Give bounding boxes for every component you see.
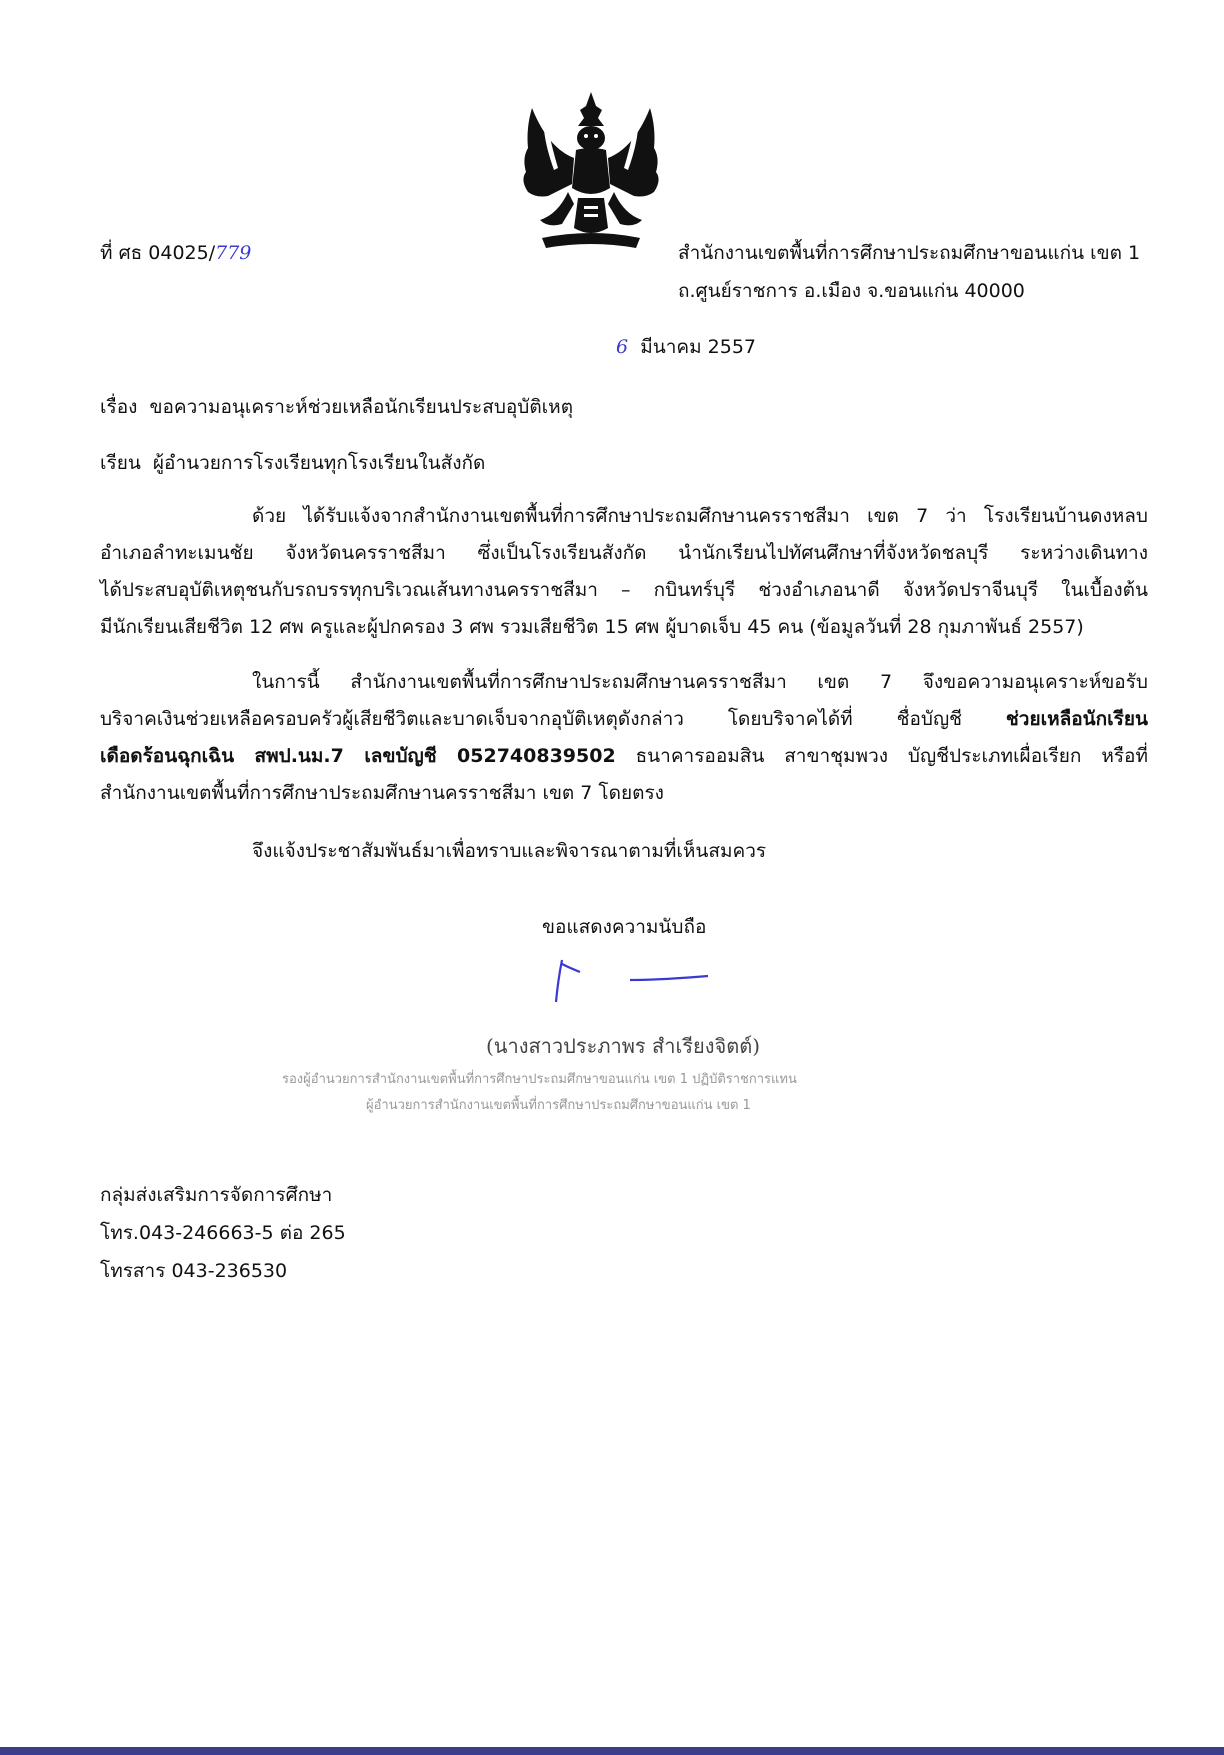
closing-regards: ขอแสดงความนับถือ	[542, 916, 707, 938]
date-day-handwritten: 6	[616, 336, 629, 358]
paragraph-2-line: ในการนี้ สำนักงานเขตพื้นที่การศึกษาประถมศึกษานครราชสีมา เขต 7 จึงขอความอนุเคราะห์ขอรับ	[252, 671, 1148, 693]
footer-phone: โทร.043-246663-5 ต่อ 265	[100, 1222, 346, 1244]
signer-name: (นางสาวประภาพร สำเรียงจิตต์)	[486, 1034, 761, 1058]
reference-handwritten-number: 779	[215, 242, 252, 264]
paragraph-1-line: มีนักเรียนเสียชีวิต 12 ศพ ครูและผู้ปกครอง 3 ศพ รวมเสียชีวิต 15 ศพ ผู้บาดเจ็บ 45 คน (ข้อมูลวันที่ 28 กุมภาพันธ์ 2557)	[100, 616, 1084, 638]
account-name-and-number: เดือดร้อนฉุกเฉิน สพป.นม.7 เลขบัญชี 052740839502	[100, 745, 616, 767]
paragraph-1-line: ได้ประสบอุบัติเหตุชนกับรถบรรทุกบริเวณเส้นทางนครราชสีมา – กบินทร์บุรี ช่วงอำเภอนาดี จังหวัดปราจีนบุรี ในเบื้องต้น	[100, 579, 1148, 601]
paragraph-1-line: ด้วย ได้รับแจ้งจากสำนักงานเขตพื้นที่การศึกษาประถมศึกษานครราชสีมา เขต 7 ว่า โรงเรียนบ้านดงหลบ	[252, 505, 1148, 527]
body-paragraph-3: จึงแจ้งประชาสัมพันธ์มาเพื่อทราบและพิจารณาตามที่เห็นสมควร	[252, 840, 767, 862]
addressee-line	[100, 448, 485, 478]
paragraph-2-line	[100, 701, 1148, 738]
account-name-part-1: ช่วยเหลือนักเรียน	[1005, 708, 1148, 730]
office-name: สำนักงานเขตพื้นที่การศึกษาประถมศึกษาขอนแก่น เขต 1	[678, 242, 1141, 264]
subject-text: ขอความอนุเคราะห์ช่วยเหลือนักเรียนประสบอุบัติเหตุ	[149, 396, 574, 418]
paragraph-2-line	[100, 738, 1148, 775]
reference-number	[100, 238, 251, 268]
donation-text: บริจาคเงินช่วยเหลือครอบครัวผู้เสียชีวิตและบาดเจ็บจากอุบัติเหตุดังกล่าว โดยบริจาคได้ที่ ชื่อบัญชี	[100, 708, 1006, 730]
office-address: ถ.ศูนย์ราชการ อ.เมือง จ.ขอนแก่น 40000	[678, 280, 1025, 302]
signature	[540, 950, 720, 1010]
addressee-label: เรียน	[100, 452, 141, 474]
footer-fax: โทรสาร 043-236530	[100, 1260, 288, 1282]
page-bottom-edge	[0, 1747, 1224, 1755]
body-paragraph-2	[100, 664, 1148, 812]
body-paragraph-1	[100, 498, 1148, 646]
signer-title-line-2: ผู้อำนวยการสำนักงานเขตพื้นที่การศึกษาประถมศึกษาขอนแก่น เขต 1	[366, 1098, 751, 1113]
letter-date	[616, 332, 756, 362]
signer-title-line-1: รองผู้อำนวยการสำนักงานเขตพื้นที่การศึกษาประถมศึกษาขอนแก่น เขต 1 ปฏิบัติราชการแทน	[282, 1072, 797, 1087]
footer-department: กลุ่มส่งเสริมการจัดการศึกษา	[100, 1184, 333, 1206]
subject-line	[100, 392, 573, 422]
date-month-year: มีนาคม 2557	[640, 336, 756, 358]
subject-label: เรื่อง	[100, 396, 138, 418]
reference-prefix: ที่ ศธ 04025/	[100, 242, 216, 264]
bank-details: ธนาคารออมสิน สาขาชุมพวง บัญชีประเภทเผื่อเรียก หรือที่	[615, 745, 1148, 767]
paragraph-1-line: อำเภอลำทะเมนชัย จังหวัดนครราชสีมา ซึ่งเป็นโรงเรียนสังกัด นำนักเรียนไปทัศนศึกษาที่จังหวัดชลบุรี ระหว่างเดินทาง	[100, 542, 1148, 564]
garuda-emblem	[518, 88, 664, 260]
paragraph-2-line: สำนักงานเขตพื้นที่การศึกษาประถมศึกษานครราชสีมา เขต 7 โดยตรง	[100, 782, 664, 804]
addressee-text: ผู้อำนวยการโรงเรียนทุกโรงเรียนในสังกัด	[152, 452, 486, 474]
